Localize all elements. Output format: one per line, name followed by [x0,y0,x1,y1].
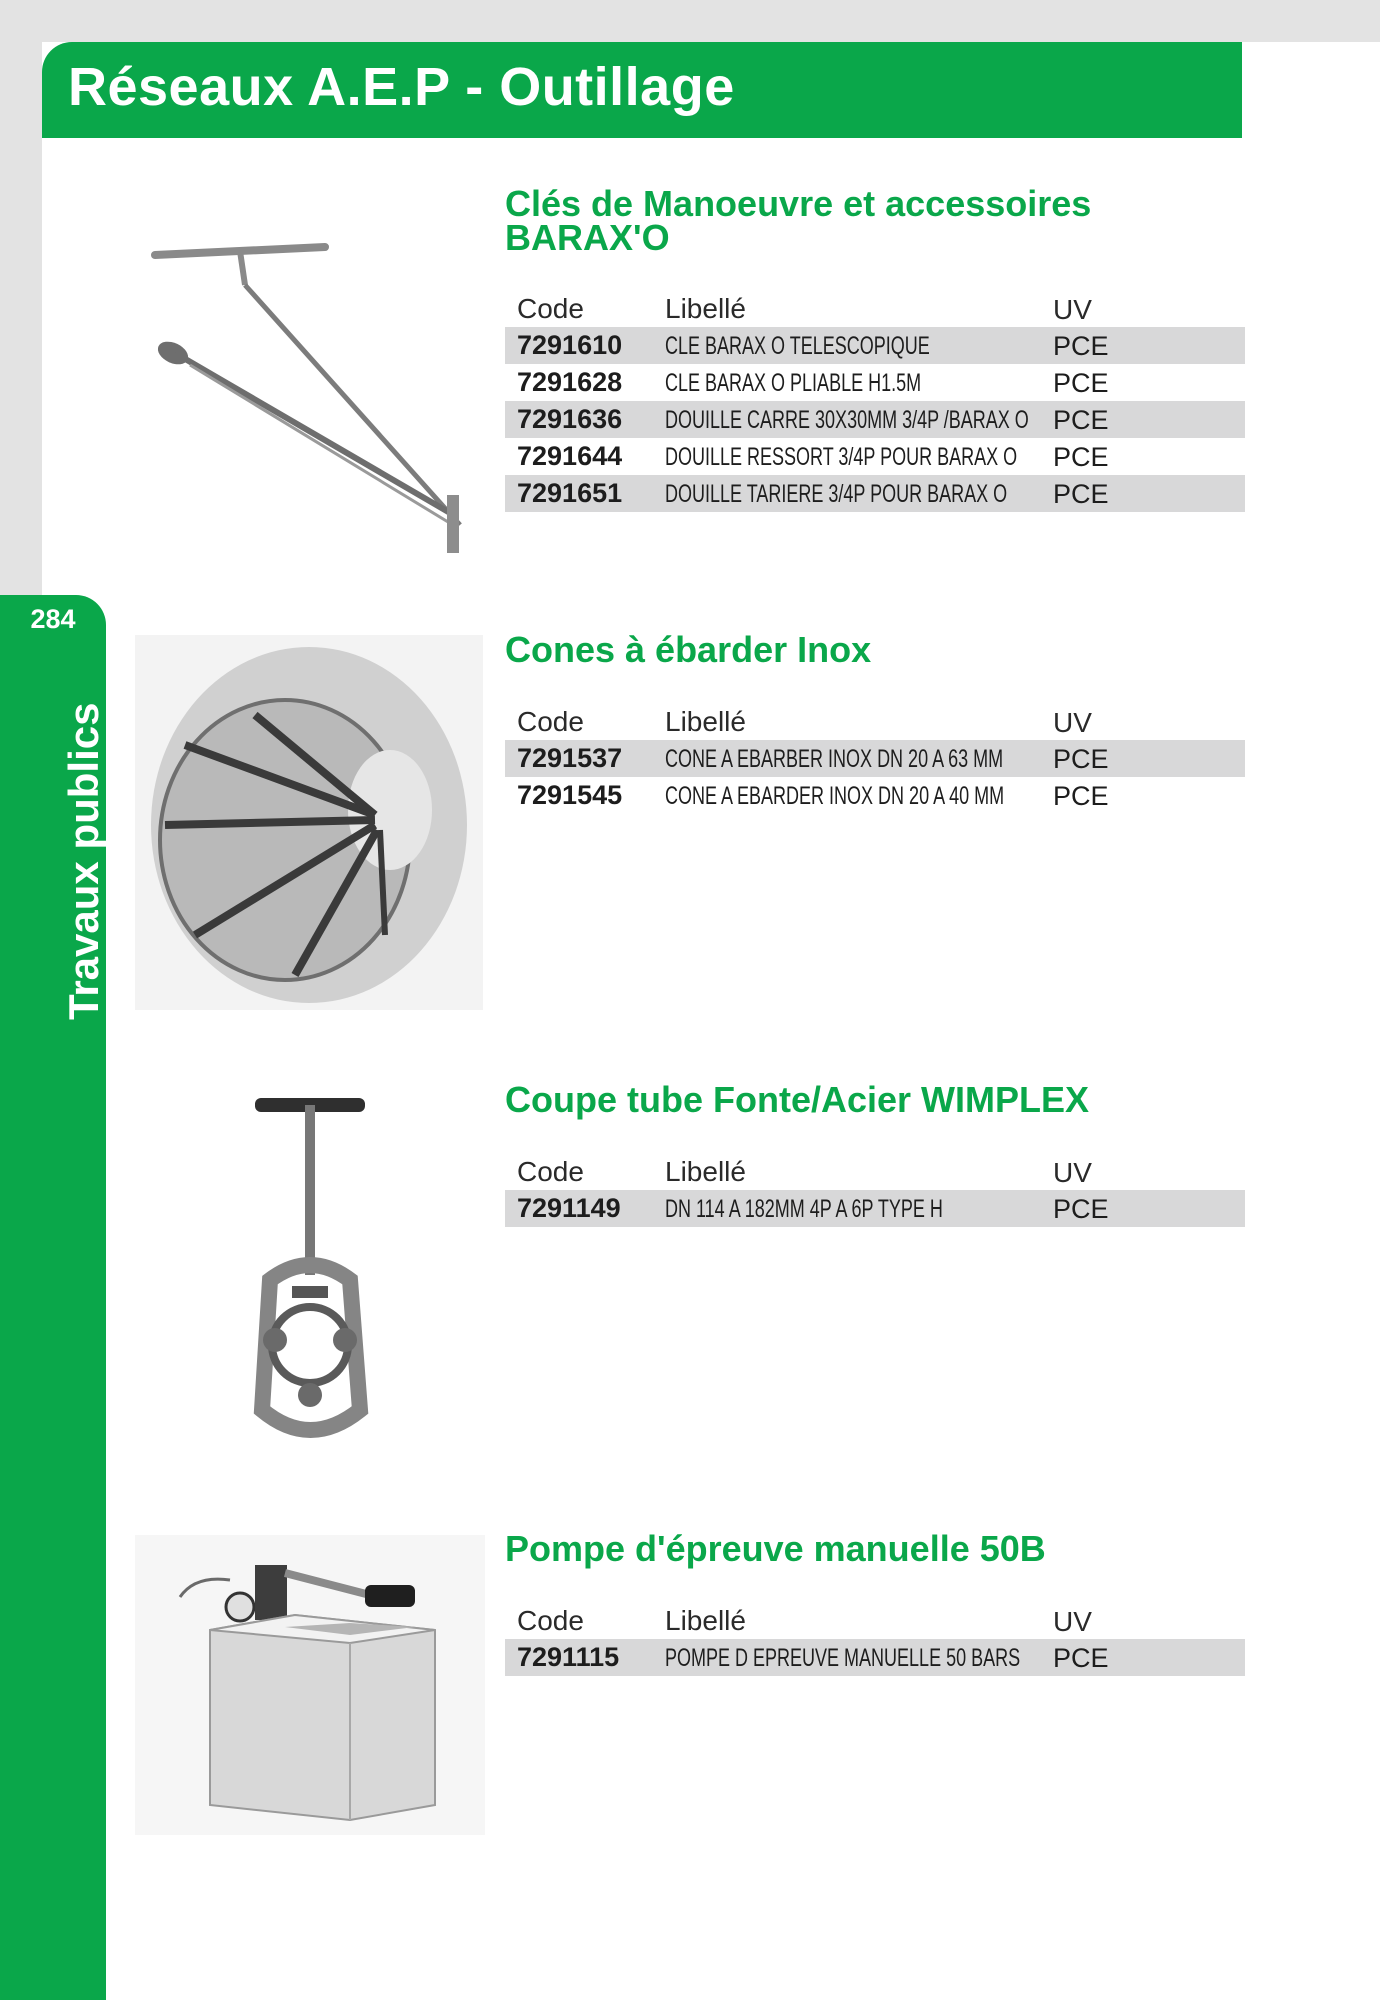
table-row: 7291537 CONE A EBARBER INOX DN 20 A 63 MM PCE [505,740,1245,777]
table-row: 7291545 CONE A EBARDER INOX DN 20 A 40 MM PCE [517,780,1109,811]
table-header: Code Libellé UV [517,293,1092,325]
table-header: Code Libellé UV [517,706,1092,738]
section-title-cutter: Coupe tube Fonte/Acier WIMPLEX [505,1079,1090,1120]
test-pump-image [135,1535,485,1835]
table-header: Code Libellé UV [517,1605,1092,1637]
table-row: 7291644 DOUILLE RESSORT 3/4P POUR BARAX O PCE [517,441,1109,472]
section-barax [505,183,1245,509]
deburring-cone-image [135,635,483,1010]
page-number: 284 [30,604,76,634]
table-header: Code Libellé UV [517,1156,1092,1188]
table-row: 7291149 DN 114 A 182MM 4P A 6P TYPE H PCE [505,1190,1245,1227]
product-table-cutter [505,1153,1245,1227]
top-gray-strip [0,0,1380,42]
product-table-pump [505,1602,1245,1676]
pipe-cutter-image [210,1090,410,1450]
table-row: 7291636 DOUILLE CARRE 30X30MM 3/4P /BARAX O PCE [505,401,1245,438]
page-title: Réseaux A.E.P - Outillage [68,57,735,117]
section-label: Travaux publics [60,702,107,1020]
page-title-bar [42,42,1242,138]
section-title-pump: Pompe d'épreuve manuelle 50B [505,1528,1046,1569]
table-row: 7291651 DOUILLE TARIERE 3/4P POUR BARAX O PCE [505,475,1245,512]
section-title-barax: Clés de Manoeuvre et accessoires BARAX'O [505,183,1092,258]
left-gray-margin [0,0,42,600]
product-table-barax [505,290,1245,512]
barax-key-image [135,225,475,565]
table-row: 7291115 POMPE D EPREUVE MANUELLE 50 BARS PCE [505,1639,1245,1676]
section-cutter [505,1079,1245,1224]
product-table-cones [505,703,1245,814]
section-cones [505,629,1245,811]
table-row: 7291610 CLE BARAX O TELESCOPIQUE PCE [505,327,1245,364]
section-title-cones: Cones à ébarder Inox [505,629,872,670]
section-pump [505,1528,1245,1673]
table-row: 7291628 CLE BARAX O PLIABLE H1.5M PCE [517,367,1109,398]
